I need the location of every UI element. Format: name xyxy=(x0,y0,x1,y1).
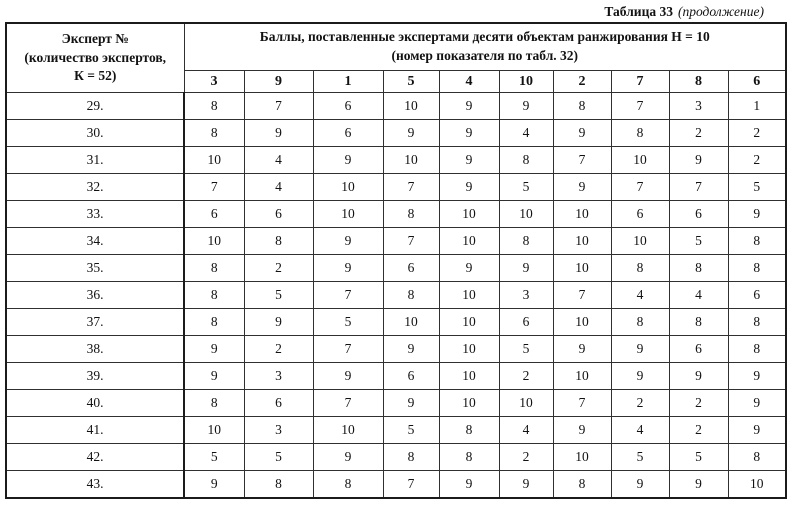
score-cell: 9 xyxy=(244,309,313,336)
column-number-header: 4 xyxy=(439,71,499,93)
score-cell: 2 xyxy=(728,147,786,174)
score-cell: 8 xyxy=(184,255,244,282)
score-cell: 8 xyxy=(313,471,383,499)
score-cell: 7 xyxy=(383,228,439,255)
score-cell: 6 xyxy=(313,93,383,120)
score-cell: 6 xyxy=(244,201,313,228)
header-row-top xyxy=(6,23,786,71)
score-cell: 4 xyxy=(499,120,553,147)
column-number-header: 8 xyxy=(669,71,728,93)
score-cell: 8 xyxy=(553,93,611,120)
score-cell: 5 xyxy=(184,444,244,471)
column-number-header: 7 xyxy=(611,71,669,93)
table-row xyxy=(6,363,786,390)
score-cell: 6 xyxy=(383,363,439,390)
score-cell: 8 xyxy=(184,390,244,417)
score-cell: 10 xyxy=(383,93,439,120)
score-cell: 6 xyxy=(244,390,313,417)
score-cell: 8 xyxy=(439,444,499,471)
score-cell: 10 xyxy=(184,417,244,444)
table-row xyxy=(6,174,786,201)
score-cell: 2 xyxy=(611,390,669,417)
expert-number-cell: 31. xyxy=(6,147,184,174)
table-row xyxy=(6,93,786,120)
score-cell: 9 xyxy=(313,147,383,174)
expert-number-cell: 40. xyxy=(6,390,184,417)
score-cell: 8 xyxy=(669,255,728,282)
expert-number-cell: 34. xyxy=(6,228,184,255)
score-cell: 10 xyxy=(499,390,553,417)
score-cell: 10 xyxy=(499,201,553,228)
expert-number-cell: 42. xyxy=(6,444,184,471)
score-cell: 9 xyxy=(184,471,244,499)
score-cell: 5 xyxy=(611,444,669,471)
score-cell: 8 xyxy=(728,336,786,363)
score-cell: 8 xyxy=(669,309,728,336)
score-cell: 9 xyxy=(439,255,499,282)
score-cell: 6 xyxy=(728,282,786,309)
score-cell: 9 xyxy=(439,120,499,147)
score-cell: 9 xyxy=(439,471,499,499)
score-cell: 9 xyxy=(184,336,244,363)
score-cell: 7 xyxy=(669,174,728,201)
score-cell: 10 xyxy=(184,228,244,255)
score-cell: 9 xyxy=(499,93,553,120)
score-cell: 4 xyxy=(499,417,553,444)
score-cell: 9 xyxy=(669,363,728,390)
score-cell: 7 xyxy=(383,471,439,499)
score-cell: 7 xyxy=(313,390,383,417)
score-cell: 8 xyxy=(553,471,611,499)
score-cell: 7 xyxy=(184,174,244,201)
score-cell: 10 xyxy=(439,309,499,336)
score-cell: 10 xyxy=(553,363,611,390)
score-cell: 10 xyxy=(439,201,499,228)
table-row xyxy=(6,390,786,417)
score-cell: 8 xyxy=(184,93,244,120)
expert-number-cell: 38. xyxy=(6,336,184,363)
score-cell: 8 xyxy=(244,471,313,499)
score-cell: 6 xyxy=(184,201,244,228)
expert-number-cell: 32. xyxy=(6,174,184,201)
table-body xyxy=(6,93,786,499)
score-cell: 9 xyxy=(439,147,499,174)
table-caption xyxy=(0,0,790,22)
score-cell: 9 xyxy=(553,417,611,444)
score-cell: 3 xyxy=(669,93,728,120)
expert-number-cell: 39. xyxy=(6,363,184,390)
score-cell: 10 xyxy=(728,471,786,499)
expert-number-cell: 36. xyxy=(6,282,184,309)
score-cell: 9 xyxy=(439,93,499,120)
score-cell: 9 xyxy=(728,201,786,228)
column-number-header: 2 xyxy=(553,71,611,93)
score-cell: 10 xyxy=(313,174,383,201)
expert-number-cell: 30. xyxy=(6,120,184,147)
score-cell: 7 xyxy=(553,282,611,309)
score-cell: 8 xyxy=(383,282,439,309)
score-cell: 8 xyxy=(184,309,244,336)
score-cell: 4 xyxy=(244,174,313,201)
scores-group-header xyxy=(184,23,786,71)
score-cell: 2 xyxy=(244,336,313,363)
score-cell: 2 xyxy=(499,363,553,390)
score-cell: 9 xyxy=(728,363,786,390)
scores-header-line2: (номер показателя по табл. 32) xyxy=(391,48,579,63)
score-cell: 9 xyxy=(184,363,244,390)
score-cell: 5 xyxy=(383,417,439,444)
score-cell: 5 xyxy=(313,309,383,336)
score-cell: 9 xyxy=(383,336,439,363)
score-cell: 6 xyxy=(499,309,553,336)
expert-number-cell: 37. xyxy=(6,309,184,336)
score-cell: 8 xyxy=(499,147,553,174)
column-number-header: 9 xyxy=(244,71,313,93)
score-cell: 10 xyxy=(553,255,611,282)
score-cell: 9 xyxy=(313,255,383,282)
expert-number-cell: 33. xyxy=(6,201,184,228)
score-cell: 9 xyxy=(553,120,611,147)
score-cell: 3 xyxy=(244,363,313,390)
score-cell: 9 xyxy=(313,363,383,390)
score-cell: 5 xyxy=(669,228,728,255)
score-cell: 9 xyxy=(499,471,553,499)
score-cell: 5 xyxy=(244,282,313,309)
score-cell: 9 xyxy=(728,390,786,417)
score-cell: 8 xyxy=(439,417,499,444)
score-cell: 8 xyxy=(244,228,313,255)
score-cell: 9 xyxy=(669,147,728,174)
score-cell: 6 xyxy=(669,201,728,228)
score-cell: 10 xyxy=(383,309,439,336)
score-cell: 3 xyxy=(244,417,313,444)
score-cell: 5 xyxy=(244,444,313,471)
score-cell: 8 xyxy=(728,309,786,336)
score-cell: 8 xyxy=(728,444,786,471)
score-cell: 7 xyxy=(553,390,611,417)
score-cell: 6 xyxy=(313,120,383,147)
score-cell: 7 xyxy=(611,174,669,201)
score-cell: 10 xyxy=(313,201,383,228)
score-cell: 5 xyxy=(669,444,728,471)
score-cell: 10 xyxy=(611,147,669,174)
score-cell: 6 xyxy=(611,201,669,228)
score-cell: 8 xyxy=(611,120,669,147)
score-cell: 8 xyxy=(499,228,553,255)
score-cell: 4 xyxy=(611,417,669,444)
table-row xyxy=(6,201,786,228)
score-cell: 10 xyxy=(439,363,499,390)
column-number-header: 6 xyxy=(728,71,786,93)
score-cell: 9 xyxy=(611,336,669,363)
score-cell: 5 xyxy=(728,174,786,201)
score-cell: 2 xyxy=(728,120,786,147)
score-cell: 4 xyxy=(611,282,669,309)
score-cell: 7 xyxy=(313,336,383,363)
score-cell: 9 xyxy=(383,390,439,417)
score-cell: 9 xyxy=(611,471,669,499)
expert-header-line2: (количество экспертов, xyxy=(24,49,167,65)
score-cell: 9 xyxy=(313,444,383,471)
column-number-header: 3 xyxy=(184,71,244,93)
score-cell: 10 xyxy=(611,228,669,255)
table-row xyxy=(6,471,786,499)
score-cell: 5 xyxy=(499,336,553,363)
score-cell: 2 xyxy=(499,444,553,471)
score-cell: 10 xyxy=(553,228,611,255)
score-cell: 8 xyxy=(611,255,669,282)
score-cell: 9 xyxy=(553,174,611,201)
caption-note: (продолжение) xyxy=(677,4,764,19)
score-cell: 7 xyxy=(313,282,383,309)
score-cell: 8 xyxy=(383,201,439,228)
column-number-header: 5 xyxy=(383,71,439,93)
score-cell: 2 xyxy=(669,417,728,444)
score-cell: 10 xyxy=(553,201,611,228)
score-cell: 1 xyxy=(728,93,786,120)
score-cell: 10 xyxy=(553,444,611,471)
score-cell: 4 xyxy=(669,282,728,309)
score-cell: 10 xyxy=(439,336,499,363)
column-number-header: 10 xyxy=(499,71,553,93)
score-cell: 8 xyxy=(184,120,244,147)
scores-header-line1: Баллы, поставленные экспертами десяти объектам ранжирования Н = 10 xyxy=(259,29,710,45)
score-cell: 10 xyxy=(313,417,383,444)
score-cell: 10 xyxy=(383,147,439,174)
score-cell: 7 xyxy=(244,93,313,120)
score-cell: 9 xyxy=(244,120,313,147)
score-cell: 4 xyxy=(244,147,313,174)
table-row xyxy=(6,444,786,471)
score-cell: 10 xyxy=(439,282,499,309)
score-cell: 9 xyxy=(383,120,439,147)
score-cell: 8 xyxy=(728,228,786,255)
score-cell: 9 xyxy=(439,174,499,201)
table-row xyxy=(6,147,786,174)
score-cell: 8 xyxy=(383,444,439,471)
expert-scores-table xyxy=(5,22,787,499)
score-cell: 9 xyxy=(611,363,669,390)
score-cell: 5 xyxy=(499,174,553,201)
score-cell: 8 xyxy=(611,309,669,336)
score-cell: 2 xyxy=(669,390,728,417)
score-cell: 7 xyxy=(611,93,669,120)
score-cell: 7 xyxy=(553,147,611,174)
table-row xyxy=(6,309,786,336)
score-cell: 10 xyxy=(553,309,611,336)
expert-column-header xyxy=(6,23,184,93)
score-cell: 3 xyxy=(499,282,553,309)
expert-number-cell: 29. xyxy=(6,93,184,120)
expert-header-line1: Эксперт № xyxy=(61,30,129,46)
score-cell: 8 xyxy=(728,255,786,282)
score-cell: 10 xyxy=(439,390,499,417)
score-cell: 9 xyxy=(553,336,611,363)
caption-label: Таблица 33 xyxy=(604,4,673,19)
expert-number-cell: 35. xyxy=(6,255,184,282)
expert-number-cell: 41. xyxy=(6,417,184,444)
table-row xyxy=(6,228,786,255)
score-cell: 7 xyxy=(383,174,439,201)
expert-number-cell: 43. xyxy=(6,471,184,499)
score-cell: 6 xyxy=(669,336,728,363)
score-cell: 9 xyxy=(499,255,553,282)
table-row xyxy=(6,120,786,147)
table-row xyxy=(6,417,786,444)
expert-header-line3: К = 52) xyxy=(74,68,117,84)
table-row xyxy=(6,255,786,282)
score-cell: 10 xyxy=(439,228,499,255)
column-number-header: 1 xyxy=(313,71,383,93)
score-cell: 9 xyxy=(669,471,728,499)
table-row xyxy=(6,336,786,363)
score-cell: 2 xyxy=(244,255,313,282)
score-cell: 10 xyxy=(184,147,244,174)
score-cell: 9 xyxy=(728,417,786,444)
score-cell: 8 xyxy=(184,282,244,309)
score-cell: 6 xyxy=(383,255,439,282)
table-row xyxy=(6,282,786,309)
score-cell: 9 xyxy=(313,228,383,255)
score-cell: 2 xyxy=(669,120,728,147)
